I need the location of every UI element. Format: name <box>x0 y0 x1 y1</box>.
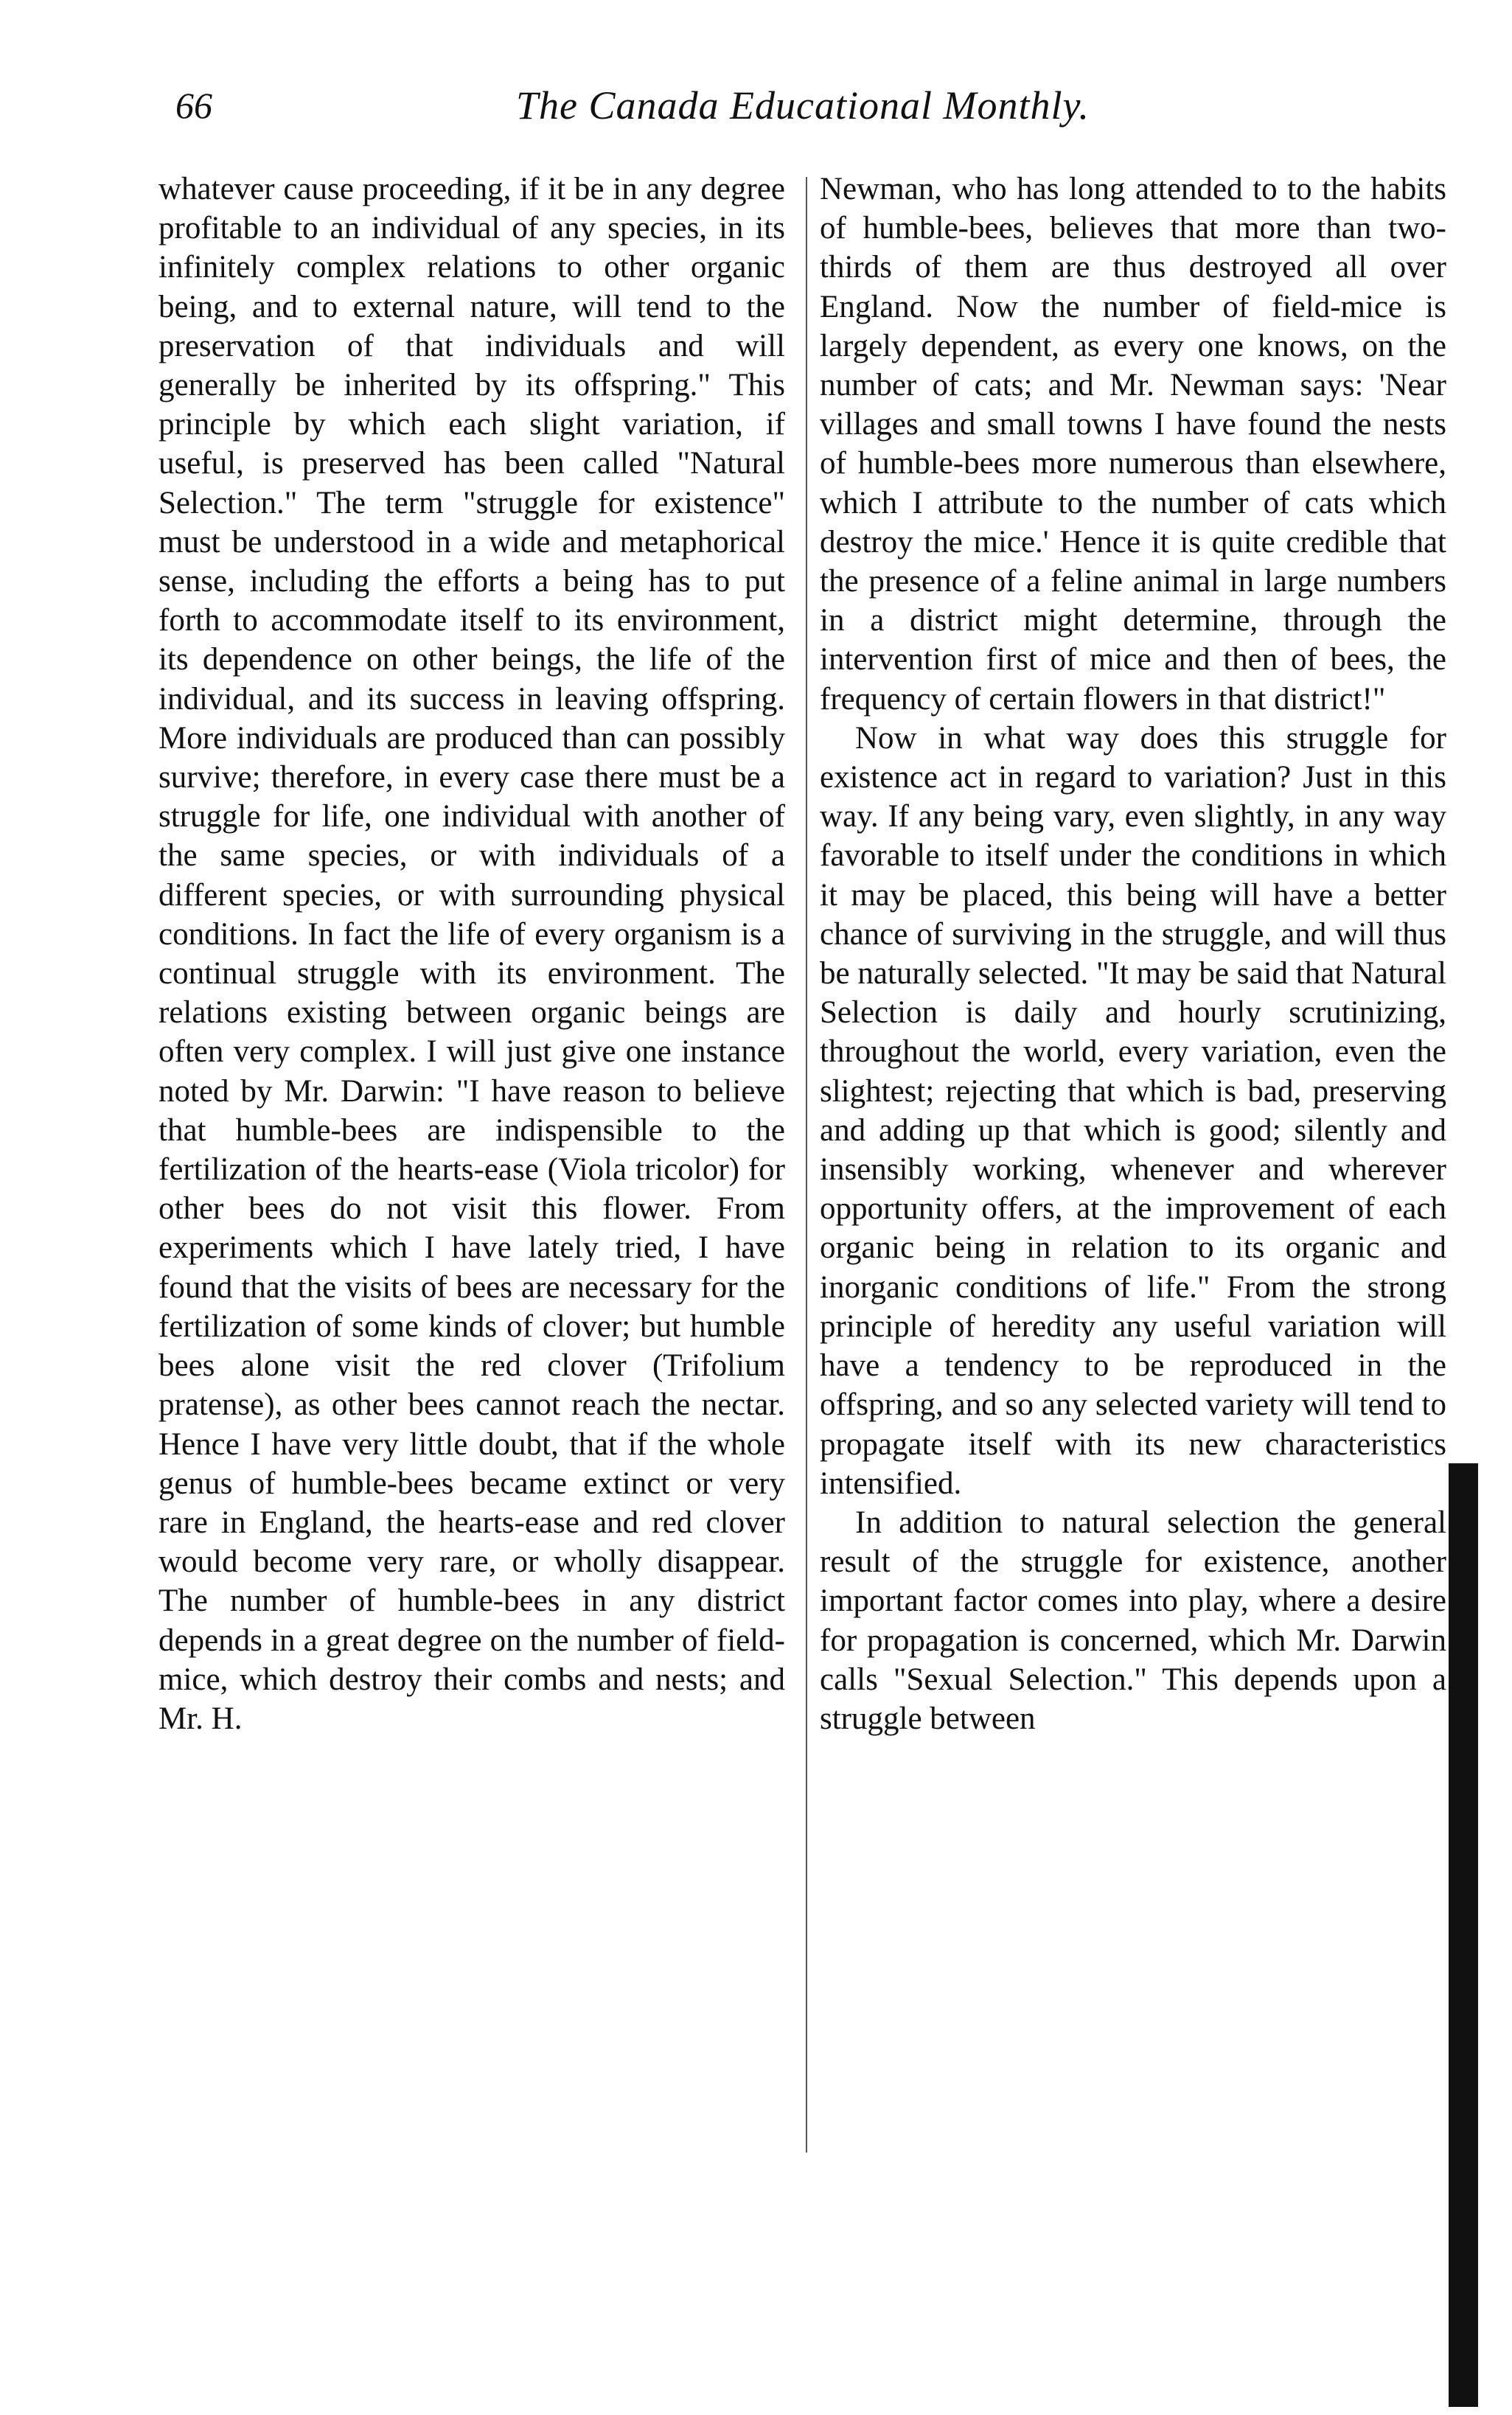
column-divider <box>806 177 807 2153</box>
paragraph: whatever cause proceeding, if it be in any degree profitable to an individual of any species, in its infinitely complex relations to other organic being, and to external nature, will tend to the preservation of that individuals and will generally be inherited by its offspring." This principle by which each slight variation, if useful, is preserved has been called "Natural Selection." The term "struggle for existence" must be understood in a wide and metaphorical sense, including the efforts a being has to put forth to accommodate itself to its environment, its dependence on other beings, the life of the individual, and its success in leaving offspring. More individuals are produced than can possibly survive; therefore, in every case there must be a struggle for life, one individual with another of the same species, or with individuals of a different species, or with surrounding physical conditions. In fact the life of every organism is a continual struggle with its environment. The relations existing between organic beings are often very complex. I will just give one instance noted by Mr. Darwin: "I have reason to believe that humble-bees are indispensible to the fertilization of the hearts-ease (Viola tricolor) for other bees do not visit this flower. From experiments which I have lately tried, I have found that the visits of bees are necessary for the fertilization of some kinds of clover; but humble bees alone visit the red clover (Trifolium pratense), as other bees cannot reach the nectar. Hence I have very little doubt, that if the whole genus of humble-bees became extinct or very rare in England, the hearts-ease and red clover would become very rare, or wholly disappear. The number of humble-bees in any district depends in a great degree on the number of field-mice, which destroy their combs and nests; and Mr. H. <box>158 172 785 1736</box>
page-number: 66 <box>175 85 212 126</box>
page-edge-shadow <box>1449 1463 1478 2407</box>
paragraph: In addition to natural selection the general result of the struggle for existence, another important factor comes into play, where a desire for propagation is concerned, which Mr. Darwin calls "Sexual Selection." This depends upon a struggle between <box>820 1505 1446 1736</box>
page-header <box>0 80 1512 139</box>
left-column <box>158 170 785 1738</box>
paragraph: Newman, who has long attended to to the habits of humble-bees, believes that more than two-thirds of them are thus destroyed all over England. Now the number of field-mice is largely dependent, as every one knows, on the number of cats; and Mr. Newman says: 'Near villages and small towns I have found the nests of humble-bees more numerous than elsewhere, which I attribute to the number of cats which destroy the mice.' Hence it is quite credible that the presence of a feline animal in large numbers in a district might determine, through the intervention first of mice and then of bees, the frequency of certain flowers in that district!" <box>820 172 1446 717</box>
running-title: The Canada Educational Monthly. <box>516 83 1090 128</box>
right-column <box>820 170 1446 1738</box>
paragraph: Now in what way does this struggle for existence act in regard to variation? Just in this way. If any being vary, even slightly, in any way favorable to itself under the conditions in which it may be placed, this being will have a better chance of surviving in the struggle, and will thus be naturally selected. "It may be said that Natural Selection is daily and hourly scrutinizing, throughout the world, every variation, even the slightest; rejecting that which is bad, preserving and adding up that which is good; silently and insensibly working, whenever and wherever opportunity offers, at the improvement of each organic being in relation to its organic and inorganic conditions of life." From the strong principle of heredity any useful variation will have a tendency to be reproduced in the offspring, and so any selected variety will tend to propagate itself with its new characteristics intensified. <box>820 720 1446 1501</box>
